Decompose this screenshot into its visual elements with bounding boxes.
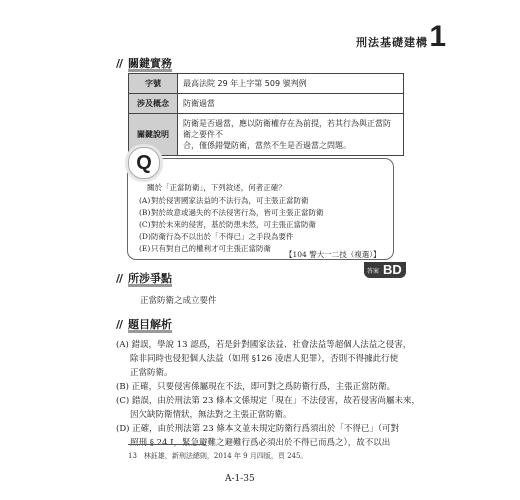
table-key: 字號 xyxy=(129,74,178,94)
key-case-table xyxy=(128,73,404,156)
analysis-line: 正當防衛。 xyxy=(130,368,173,378)
question-option xyxy=(139,207,324,218)
issue-text: 正當防衛之成立要件 xyxy=(140,296,217,306)
answer-label: 答案 xyxy=(367,268,380,275)
analysis-line: (D) 正確，由於刑法第 23 條本文並未規定防衛行爲須出於「不得已」（可對 xyxy=(116,424,400,434)
question-option xyxy=(139,231,294,242)
question-letter: Q xyxy=(136,152,152,174)
section-slash-icon: // xyxy=(116,318,123,331)
option-label: (D) xyxy=(139,232,151,241)
section-key-case xyxy=(116,55,172,71)
section-issues xyxy=(116,270,172,286)
table-row xyxy=(129,74,404,94)
option-text: 對於未來的侵害，基於防患未然，可主張正當防衛 xyxy=(151,220,316,229)
table-value xyxy=(178,114,404,156)
option-text: 只有對自己的權利才可主張正當防衛 xyxy=(151,244,271,253)
running-header-title: 刑法基礎建構 xyxy=(356,36,428,49)
table-value: 防衛過當 xyxy=(178,94,404,114)
question-stem: 關於「正當防衛」，下列敘述，何者正確？ xyxy=(147,183,286,192)
option-text: 對於侵害國家法益的不法行為，可主張正當防衛 xyxy=(151,196,309,205)
question-option xyxy=(139,243,271,254)
table-row xyxy=(129,94,404,114)
analysis-line: 因欠缺防衛情狀，無法對之主張正當防衛。 xyxy=(130,410,292,420)
option-text: 防衛行為不以出於「不得已」之手段為要件 xyxy=(151,232,294,241)
option-label: (A) xyxy=(139,196,151,205)
footnote-divider xyxy=(128,444,206,445)
option-label: (C) xyxy=(139,220,151,229)
section-key-case-title: 關鍵實務 xyxy=(128,57,173,70)
table-value: 最高法院 29 年上字第 509 號判例 xyxy=(178,74,404,94)
analysis-line: (C) 錯誤，由於刑法第 23 條本文係規定「現在」不法侵害，故若侵害尚屬未來， xyxy=(116,396,421,406)
table-value-line: 防衛是否過當，應以防衛權存在為前提，若其行為與正當防衛之要件不 xyxy=(183,119,391,139)
table-key: 關鍵說明 xyxy=(129,114,178,156)
analysis-line: (A) 錯誤，學說 13 認爲，若是針對國家法益、社會法益等超個人法益之侵害， xyxy=(116,340,412,350)
question-source: 【104 警大一二技（複選）】 xyxy=(285,250,381,259)
option-label: (E) xyxy=(139,244,151,253)
section-issues-title: 所涉爭點 xyxy=(128,272,173,285)
question-option xyxy=(139,195,309,206)
option-text: 對於故意或過失的不法侵害行為，皆可主張正當防衛 xyxy=(151,208,324,217)
table-key: 涉及概念 xyxy=(129,94,178,114)
answer-value: BD xyxy=(383,262,402,277)
analysis-line: 照刑 § 24 Ⅰ，緊急避難之避難行爲必須出於不得已而爲之），故不以出 xyxy=(130,438,391,448)
table-value-line: 合，僅係錯覺防衛，當然不生是否過當之問題。 xyxy=(183,141,351,150)
section-analysis-title: 題目解析 xyxy=(128,318,173,331)
page-number: A-1-35 xyxy=(225,474,255,484)
question-option xyxy=(139,219,316,230)
section-analysis xyxy=(116,316,172,332)
chapter-number: 1 xyxy=(429,20,446,53)
footnote: 13 林鈺雄，新刑法總則，2014 年 9 月四版，頁 245。 xyxy=(128,452,308,460)
section-slash-icon: // xyxy=(116,57,123,70)
analysis-line: 除非同時也侵犯個人法益（如刑 §126 凌虐人犯罪），否則不得據此行使 xyxy=(130,354,399,364)
analysis-line: (B) 正確，只要侵害係屬現在不法，即可對之爲防衛行爲，主張正當防衛。 xyxy=(116,382,396,392)
option-label: (B) xyxy=(139,208,151,217)
table-row xyxy=(129,114,404,156)
section-slash-icon: // xyxy=(116,272,123,285)
